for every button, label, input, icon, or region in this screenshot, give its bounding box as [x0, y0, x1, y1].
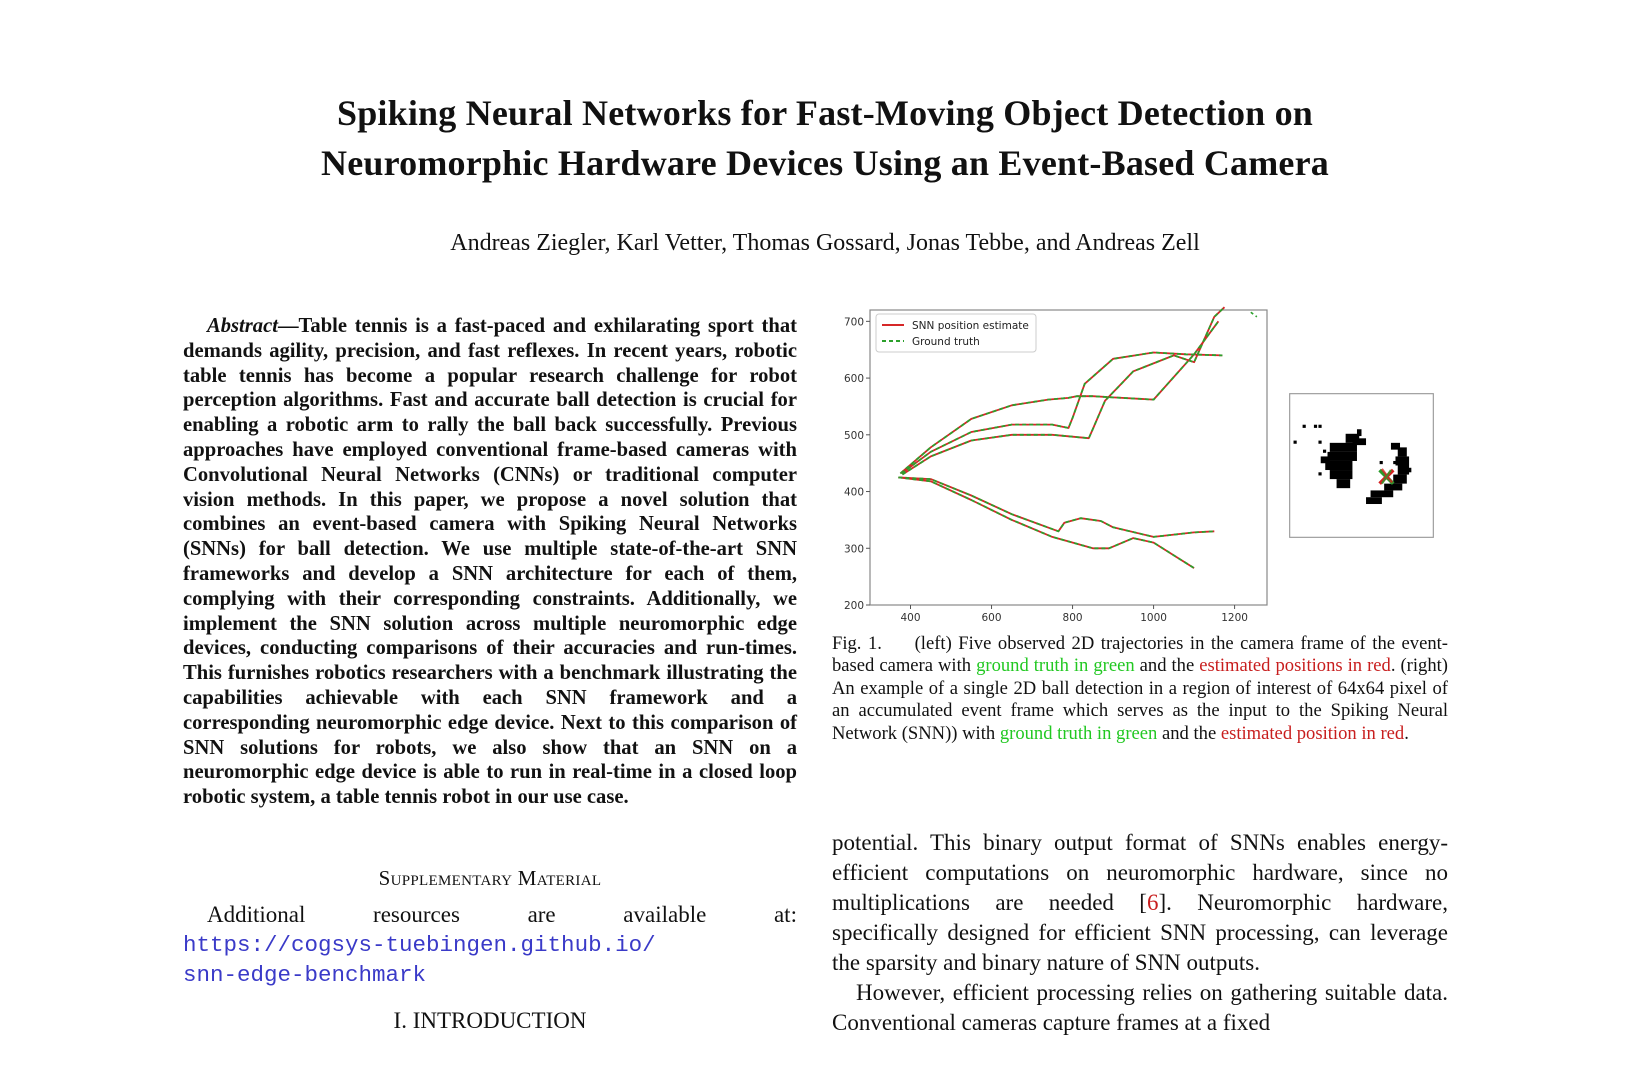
abstract-dash: — — [277, 315, 299, 337]
figure-caption — [832, 633, 1448, 745]
caption-text: and the — [1157, 722, 1221, 744]
y-tick-label: 500 — [843, 429, 864, 442]
event-frame-inset — [1289, 393, 1434, 538]
body-text: potential. This binary output format of SNNs enables energy-efficient computations on neuromorphic hardware, since no multiplications are needed [ — [832, 830, 1448, 915]
caption-text: and the — [1134, 655, 1200, 677]
author-list: Andreas Ziegler, Karl Vetter, Thomas Gossard, Jonas Tebbe, and Andreas Zell — [450, 230, 1200, 256]
x-tick-label: 600 — [981, 612, 1002, 624]
supp-word: at: — [773, 902, 797, 927]
y-tick-label: 400 — [843, 486, 864, 499]
introduction-body — [832, 828, 1448, 1038]
y-tick-label: 300 — [843, 543, 864, 556]
supplementary-link-line-1[interactable]: https://cogsys-tuebingen.github.io/ — [183, 932, 656, 958]
legend-ground-truth-label: Ground truth — [912, 336, 980, 348]
caption-text: (left) Five observed 2D trajectories in the camera frame of the event-based camera with — [832, 633, 1448, 677]
supp-word: resources — [373, 902, 460, 927]
citation-link[interactable]: 6 — [1146, 890, 1159, 915]
chart-legend — [876, 314, 1036, 352]
caption-text: . — [1404, 722, 1409, 744]
x-tick-label: 1200 — [1221, 612, 1248, 624]
supp-word: Additional — [207, 902, 306, 927]
paper-title-line-1: Spiking Neural Networks for Fast-Moving Object Detection on — [336, 93, 1314, 133]
paper-title — [0, 88, 1650, 188]
caption-red-text: estimated position in red — [1220, 722, 1405, 744]
introduction-heading: I. INTRODUCTION — [393, 1008, 587, 1033]
paper-title-line-2: Neuromorphic Hardware Devices Using an Event-Based Camera — [321, 143, 1329, 183]
body-paragraph — [832, 828, 1448, 978]
x-tick-label: 800 — [1062, 612, 1083, 624]
body-paragraph: However, efficient processing relies on gathering suitable data. Conventional cameras capture frames at a fixed — [832, 980, 1448, 1035]
caption-green-text: ground truth in green — [999, 722, 1158, 744]
caption-text: . (right) An example of a single 2D ball detection in a region of interest of 64x64 pixel of an accumulated event frame which serves as the input to the Spiking Neural Network (SNN)) with — [832, 655, 1448, 744]
abstract-text: Table tennis is a fast-paced and exhilarating sport that demands agility, precision, and fast reflexes. In recent years, robotic table tennis has become a popular research challenge for robot perception algorithms. Fast and accurate ball detection is crucial for enabling a robotic arm to rally the ball back successfully. Previous approaches have employed conventional frame-based cameras with Convolutional Neural Networks (CNNs) or traditional computer vision methods. In this paper, we propose a novel solution that combines an event-based camera with Spiking Neural Networks (SNNs) for ball detection. We use multiple state-of-the-art SNN frameworks and develop a SNN architecture for each of them, complying with their corresponding constraints. Additionally, we implement the SNN solution across multiple neuromorphic edge devices, conducting comparisons of their accuracies and run-times. This furnishes robotics researchers with a benchmark illustrating the capabilities achievable with each SNN framework and a corresponding neuromorphic edge device. Next to this comparison of SNN solutions for robots, we also show that an SNN on a neuromorphic edge device is able to run in real-time in a closed loop robotic system, a table tennis robot in our use case. — [183, 315, 797, 809]
caption-red-text: estimated positions in red — [1199, 655, 1391, 677]
supplementary-link[interactable] — [183, 930, 797, 990]
supplementary-link-line-2[interactable]: snn-edge-benchmark — [183, 962, 427, 988]
x-tick-label: 400 — [900, 612, 921, 624]
y-tick-label: 600 — [843, 373, 864, 386]
abstract-label: Abstract — [207, 315, 278, 337]
supp-word: are — [527, 902, 556, 927]
caption-green-text: ground truth in green — [976, 655, 1135, 677]
supp-word: available — [623, 902, 707, 927]
trajectory-chart — [835, 300, 1275, 624]
y-tick-label: 700 — [843, 316, 864, 329]
caption-label: Fig. 1. — [832, 633, 882, 654]
y-tick-label: 200 — [843, 600, 864, 612]
supplementary-text — [183, 900, 797, 990]
body-text: ]. Neuromorphic hardware, specifically designed for efficient SNN processing, can leverage the sparsity and binary nature of SNN outputs. — [832, 890, 1448, 975]
x-tick-label: 1000 — [1140, 612, 1167, 624]
supplementary-heading: Supplementary Material — [378, 866, 602, 890]
abstract — [183, 314, 797, 810]
legend-estimate-label: SNN position estimate — [912, 320, 1029, 332]
supplementary-sentence — [183, 900, 797, 930]
